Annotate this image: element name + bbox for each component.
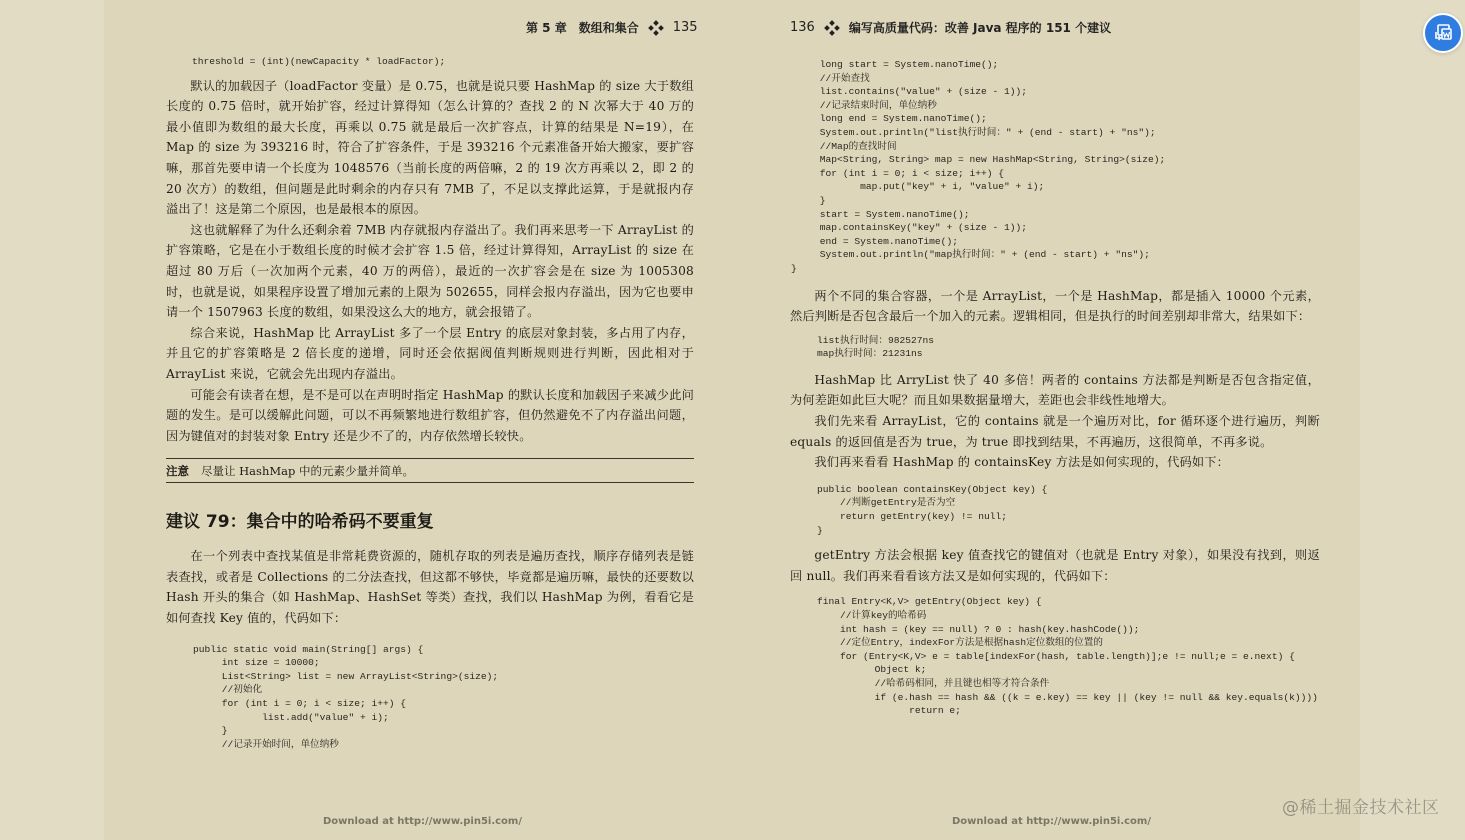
page-number: 135 bbox=[672, 20, 698, 35]
left-page-header bbox=[526, 19, 698, 36]
left-page-content bbox=[166, 55, 694, 751]
code-line: list.contains("value" + (size - 1)); bbox=[791, 86, 1028, 98]
code-line: final Entry<K,V> getEntry(Object key) { bbox=[817, 596, 1042, 608]
code-line: } bbox=[791, 262, 797, 274]
book-spread bbox=[104, 0, 1360, 840]
paragraph: 在一个列表中查找某值是非常耗费资源的，随机存取的列表是遍历查找，顺序存储列表是链表查找，或者是 Collections 的二分法查找，但这都不够快，毕竟都是遍历嘛，最快的还要数以 Hash 开头的集合（如 HashMap、HashSet 等类）查找，我们以 HashMap 为例，看看它是如何查找 Key 值的，代码如下： bbox=[166, 549, 694, 626]
code-line: System.out.println("map执行时间：" + (end - start) + "ns"); bbox=[791, 249, 1150, 261]
translate-document-icon bbox=[1433, 23, 1453, 43]
code-line: return getEntry(key) != null; bbox=[817, 511, 1007, 523]
code-line: start = System.nanoTime(); bbox=[791, 208, 970, 220]
code-line: //判断getEntry是否为空 bbox=[817, 497, 956, 509]
code-block-benchmark bbox=[791, 58, 1320, 276]
code-line: end = System.nanoTime(); bbox=[791, 235, 958, 247]
note-text: 尽量让 HashMap 中的元素少量并简单。 bbox=[201, 464, 414, 479]
code-line: for (Entry<K,V> e = table[indexFor(hash, table.length)];e != null;e = e.next) { bbox=[817, 650, 1295, 662]
code-line: } bbox=[193, 725, 228, 737]
footer-download-link[interactable]: Download at http://www.pin5i.com/ bbox=[323, 816, 522, 827]
footer-download-link[interactable]: Download at http://www.pin5i.com/ bbox=[952, 816, 1151, 827]
results-block bbox=[817, 334, 1320, 361]
code-line: map.containsKey("key" + (size - 1)); bbox=[791, 222, 1028, 234]
code-line: System.out.println("list执行时间：" + (end - start) + "ns"); bbox=[791, 126, 1156, 138]
code-block-contains-key bbox=[817, 483, 1320, 537]
code-line: map.put("key" + i, "value" + i); bbox=[791, 181, 1045, 193]
code-line: } bbox=[817, 524, 823, 536]
paragraph: 综合来说，HashMap 比 ArrayList 多了一个层 Entry 的底层对象封装，多占用了内存，并且它的扩容策略是 2 倍长度的递增，同时还会依据阀值判断规则进行判断，因此相对于 ArrayList 来说，它就会先出现内存溢出。 bbox=[166, 325, 694, 381]
note-label: 注意 bbox=[166, 464, 189, 479]
paragraph: 这也就解释了为什么还剩余着 7MB 内存就报内存溢出了。我们再来思考一下 ArrayList 的扩容策略，它是在小于数组长度的时候才会扩容 1.5 倍，经过计算得知，ArrayList 的 size 在超过 80 万后（一次加两个元素，40 万的两倍），最近的一次扩容会是在 size 为 1005308 时，也就是说，如果程序设置了增加元素的上限为 502655，同样会报内存溢出，因为它也要申请一个 1507963 长度的数组，如果没这么大的地方，就会报错了。 bbox=[166, 222, 694, 320]
code-line: for (int i = 0; i < size; i++) { bbox=[193, 698, 407, 710]
code-line: //定位Entry，indexFor方法是根据hash定位数组的位置的 bbox=[817, 637, 1103, 649]
code-block-main bbox=[193, 643, 694, 752]
code-line: if (e.hash == hash && ((k = e.key) == key || (key != null && key.equals(k)))) bbox=[817, 691, 1318, 703]
code-line: List<String> list = new ArrayList<String>(size); bbox=[193, 670, 499, 682]
paragraph: 我们先来看 ArrayList，它的 contains 就是一个遍历对比，for 循环逐个进行遍历，判断 equals 的返回值是否为 true，为 true 即找到结果，不再遍历，这很简单，不再多说。 bbox=[790, 414, 1320, 449]
paragraph: 两个不同的集合容器，一个是 ArrayList，一个是 HashMap，都是插入 10000 个元素，然后判断是否包含最后一个加入的元素。逻辑相同，但是执行的时间差别却非常大，结果如下： bbox=[790, 288, 1320, 324]
code-line: //Map的查找时间 bbox=[791, 140, 897, 152]
code-line: int hash = (key == null) ? 0 : hash(key.hashCode()); bbox=[817, 623, 1140, 635]
code-line: long end = System.nanoTime(); bbox=[791, 113, 987, 125]
right-page bbox=[734, 0, 1360, 840]
paragraph: 我们再来看看 HashMap 的 containsKey 方法是如何实现的，代码如下： bbox=[814, 455, 1230, 470]
paragraph: 可能会有读者在想，是不是可以在声明时指定 HashMap 的默认长度和加载因子来减少此问题的发生。是可以缓解此问题，可以不再频繁地进行数组扩容，但仍然避免不了内存溢出问题，因为键值对的封装对象 Entry 还是少不了的，内存依然增长较快。 bbox=[166, 387, 694, 443]
floating-translate-button[interactable] bbox=[1423, 13, 1463, 53]
code-line: Map<String, String> map = new HashMap<String, String>(size); bbox=[791, 154, 1166, 166]
code-line: //开始查找 bbox=[791, 72, 870, 84]
note-box bbox=[166, 458, 694, 483]
code-line: long start = System.nanoTime(); bbox=[791, 59, 999, 70]
watermark: @稀土掘金技术社区 bbox=[1282, 798, 1440, 818]
code-line: //记录结束时间，单位纳秒 bbox=[791, 99, 937, 111]
code-line: //哈希码相同，并且键也相等才符合条件 bbox=[817, 677, 1050, 689]
code-line: Object k; bbox=[817, 664, 927, 676]
code-line: } bbox=[791, 194, 826, 206]
code-line: public boolean containsKey(Object key) { bbox=[817, 483, 1048, 495]
code-line: public static void main(String[] args) { bbox=[193, 643, 424, 655]
code-snippet-threshold: threshold = (int)(newCapacity * loadFactor); bbox=[192, 56, 446, 67]
code-line: //计算key的哈希码 bbox=[817, 610, 927, 621]
code-block-get-entry bbox=[817, 595, 1320, 717]
result-line-list: list执行时间：982527ns bbox=[817, 334, 935, 346]
diamond-ornament-icon bbox=[649, 21, 663, 35]
page-number: 136 bbox=[790, 20, 815, 35]
paragraph: getEntry 方法会根据 key 值查找它的键值对（也就是 Entry 对象），如果没有找到，则返回 null。我们再来看看该方法又是如何实现的，代码如下： bbox=[790, 548, 1320, 583]
code-line: //初始化 bbox=[193, 684, 263, 696]
diamond-ornament-icon bbox=[825, 21, 839, 35]
code-line: return e; bbox=[817, 705, 961, 717]
book-title: 编写高质量代码：改善 Java 程序的 151 个建议 bbox=[848, 21, 1112, 35]
chapter-title: 第 5 章 数组和集合 bbox=[526, 21, 639, 35]
right-page-header bbox=[790, 19, 1111, 36]
right-page-content bbox=[790, 55, 1320, 718]
paragraph: 默认的加载因子（loadFactor 变量）是 0.75，也就是说只要 HashMap 的 size 大于数组长度的 0.75 倍时，就开始扩容，经过计算得知（怎么计算的？查找 2 的 N 次幂大于 40 万的最小值即为数组的最大长度，再乘以 0.75 就是最后一次扩容点，计算的结果是 N=19），在 Map 的 size 为 393216 时，符合了扩容条件，于是 393216 个元素准备开始大搬家，要扩容嘛，那首先要申请一个长度为 1048576（当前长度的两倍嘛，2 的 19 次方再乘以 2，即 2 的 20 次方）的数组，但问题是此时剩余的内存只有 7MB 了，不足以支撑此运算，于是就报内存溢出了！这是第二个原因，也是最根本的原因。 bbox=[166, 78, 694, 217]
section-title: 建议 79：集合中的哈希码不要重复 bbox=[166, 512, 434, 533]
left-page bbox=[104, 0, 734, 840]
code-line: //记录开始时间，单位纳秒 bbox=[193, 738, 339, 750]
paragraph: HashMap 比 ArryList 快了 40 多倍！两者的 contains 方法都是判断是否包含指定值，为何差距如此巨大呢？而且如果数据量增大，差距也会非线性地增大。 bbox=[790, 372, 1320, 408]
code-line: int size = 10000; bbox=[193, 657, 320, 669]
result-line-map: map执行时间：21231ns bbox=[817, 348, 923, 360]
code-line: list.add("value" + i); bbox=[193, 711, 389, 723]
code-line: for (int i = 0; i < size; i++) { bbox=[791, 167, 1005, 179]
